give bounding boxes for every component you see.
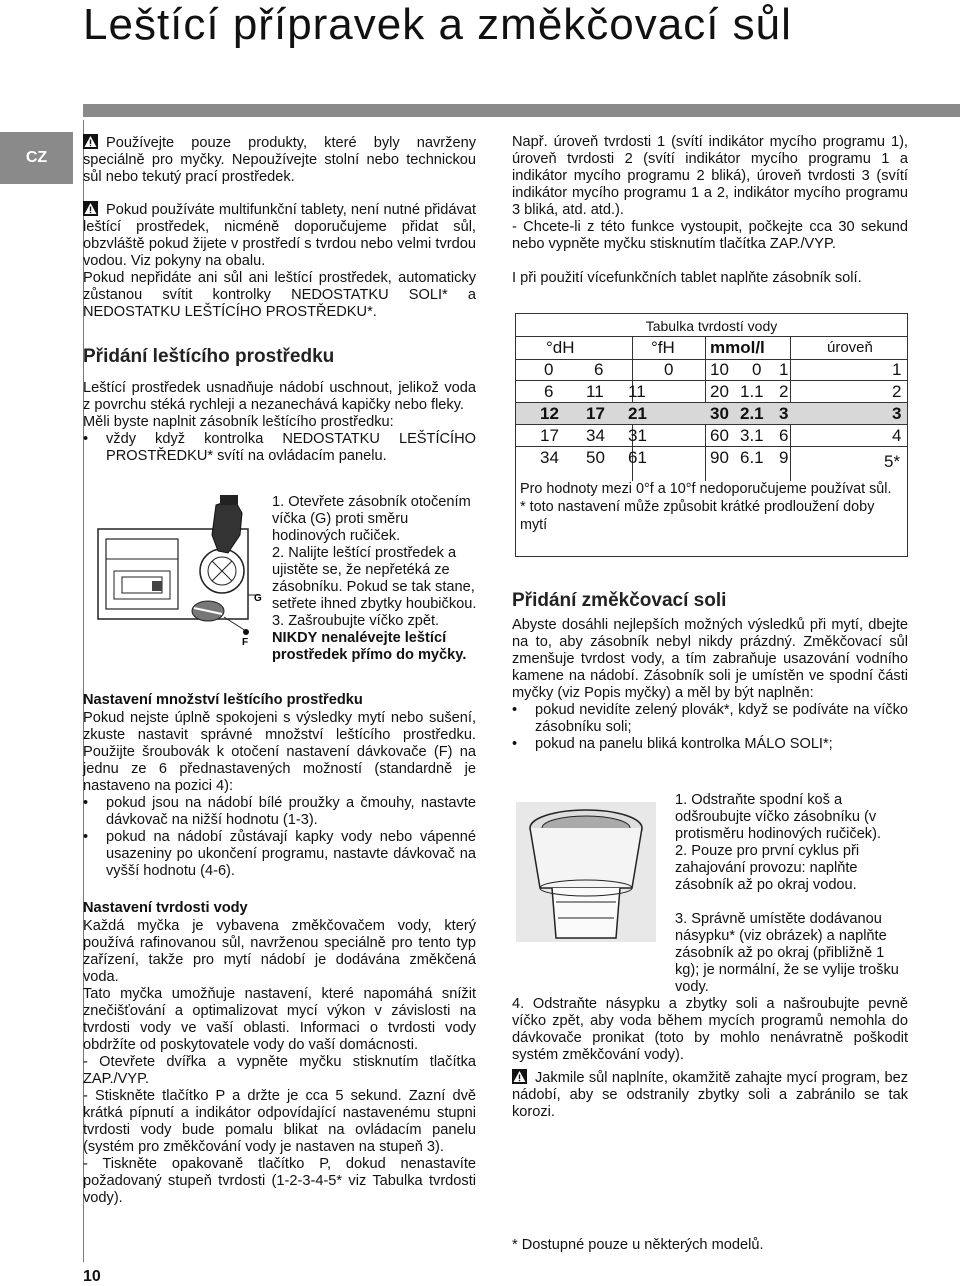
heading-rinse-aid: Přidání leštícího prostředku	[83, 346, 335, 367]
warning-icon	[83, 134, 98, 149]
step-3: 3. Zašroubujte víčko zpět.	[272, 613, 440, 629]
header-level: úroveň	[827, 339, 873, 356]
step-2: 2. Nalijte leštící prostředek a ujistěte se, že nepřetéká ze zásobníku. Pokud se tak stane, setřete ihned zbytky houbičkou.	[272, 545, 477, 612]
heading-rinse-amount: Nastavení množství leštícího prostředku	[83, 692, 363, 708]
never-warning: NIKDY nenalévejte leštící prostředek přímo do myčky.	[272, 630, 467, 663]
list-item: • pokud nevidíte zelený plovák*, když se podíváte na víčko zásobníku soli;	[512, 702, 908, 736]
step-2: 2. Pouze pro první cyklus při zahajování provozu: naplňte zásobník až po okraj vodou.	[675, 843, 860, 893]
amount-section: Pokud nejste úplně spokojeni s výsledky mytí nebo sušení, zkuste nastavit správné množství leštícího prostředku. Použijte šroubovák k otočení nastavení dávkovače (F) na jednu ze 6 přednastavených možností (standardně je nastaveno na pozici 4): • pokud jsou na nádobí bílé proužky a čmouhy, nastavte dávkovač na nižší hodnotu (1-3). • pokud na nádobí zůstávají kapky vody nebo vápenné usazeniny po ukončení programu, nastavte dávkovač na vyšší hodnotu (4-6).	[83, 710, 476, 880]
warning-multitabs: Pokud používáte multifunkční tablety, není nutné přidávat leštící prostředek, nicméně doporučujeme přidat sůl, obzvláště pokud žijete v prostředí s tvrdou nebo velmi tvrdou vodou. Viz pokyny na obalu.	[83, 202, 476, 269]
list-item: • pokud na panelu bliká kontrolka MÁLO SOLI*;	[512, 736, 908, 753]
hardness-table	[515, 313, 908, 557]
table-row: 17 34 31 60 3.1 6 4	[516, 425, 907, 447]
step-4: 4. Odstraňte násypku a zbytky soli a našroubujte pevně víčko zpět, aby voda během mycích programů nemohla do dávkovače pronikat (toto by mohlo nenávratně poškodit systém změkčování vody).	[512, 996, 908, 1063]
header-mmol: mmol/l	[710, 338, 765, 357]
rinse-steps	[272, 494, 477, 664]
heading-water-hardness: Nastavení tvrdosti vody	[83, 900, 248, 916]
salt-steps-top	[675, 792, 908, 894]
table-caption: Tabulka tvrdostí vody	[645, 318, 778, 334]
header-dh: °dH	[546, 338, 575, 357]
multitab-paragraph: I při použití vícefunkčních tablet naplňte zásobník solí.	[512, 270, 862, 286]
salt-section: Abyste dosáhli nejlepších možných výsledků při mytí, dbejte na to, aby zásobník nebyl nikdy prázdný. Změkčovací sůl zmenšuje tvrdost vody, a tím zabraňuje usazování vodního kamene na nádobí. Zásobník soli je umístěn ve spodní části myčky (viz Popis myčky) a měl by být naplněn: • pokud nevidíte zelený plovák*, když se podíváte na víčko zásobníku soli; • pokud na panelu bliká kontrolka MÁLO SOLI*;	[512, 617, 908, 753]
warning-icon	[83, 201, 98, 216]
label-g: G	[254, 593, 262, 604]
heading-salt: Přidání změkčovací soli	[512, 590, 727, 611]
rinse-bullets	[83, 431, 476, 465]
table-header	[516, 336, 907, 360]
paragraph-no-salt: Pokud nepřidáte ani sůl ani leštící prostředek, automaticky zůstanou svítit kontrolky NEDOSTATKU SOLI* a NEDOSTATKU LEŠTÍCÍHO PROSTŘEDKU*.	[83, 270, 476, 320]
list-item: • vždy když kontrolka NEDOSTATKU LEŠTÍCÍHO PROSTŘEDKU* svítí na ovládacím panelu.	[83, 431, 476, 465]
rinse-aid-dispenser-illustration	[94, 495, 266, 645]
example-paragraph: Např. úroveň tvrdosti 1 (svítí indikátor mycího programu 1), úroveň tvrdosti 2 (svítí indikátor mycího programu 1 a indikátor mycího programu 2 bliká), úroveň tvrdosti 3 (svítí indikátor mycího programu 1 a 2, indikátor mycího programu 3 bliká, atd. atd.).	[512, 134, 908, 218]
table-row: 6 11 11 20 1.1 2 2	[516, 381, 907, 403]
language-tab: CZ	[0, 132, 73, 184]
step-1: 1. Odstraňte spodní koš a odšroubujte víčko zásobníku (v protisměru hodinových ručiček).	[675, 792, 882, 842]
header-bar	[83, 104, 960, 117]
warning-products: Používejte pouze produkty, které byly navrženy speciálně pro myčky. Nepoužívejte stolní nebo technickou sůl nebo tekutý prací prostředek.	[83, 135, 476, 185]
warning-icon	[512, 1069, 527, 1084]
table-notes: Pro hodnoty mezi 0°f a 10°f nedoporučujeme používat sůl. * toto nastavení může způsobit krátké prodloužení doby mytí	[520, 481, 892, 533]
page-number: 10	[83, 1268, 101, 1285]
table-row: 34 50 61 90 6.1 9 5*	[540, 448, 901, 471]
salt-steps-bottom	[512, 911, 908, 1064]
hardness-section: Každá myčka je vybavena změkčovačem vody, který používá rafinovanou sůl, navrženou speciálně pro tento typ zařízení, takže pro mytí nádobí je dodávána změkčená voda. Tato myčka umožňuje nastavení, které napomáhá snížit znečišťování a optimalizovat mycí výkon v závislosti na tvrdosti vody ve vaší oblasti. Informaci o tvrdosti vody obdržíte od poskytovatele vody do vaší domácnosti. - Otevřete dvířka a vypněte myčku stisknutím tlačítka ZAP./VYP. - Stiskněte tlačítko P a držte je cca 5 sekund. Zazní dvě krátká pípnutí a indikátor odpovídající nastavenému stupni tvrdosti vody bude pomalu blikat na ovládacím panelu (systém pro změkčování vody je nastaven na stupeň 3). - Tiskněte opakovaně tlačítko P, dokud nenastavíte požadovaný stupeň tvrdosti (1-2-3-4-5* viz Tabulka tvrdosti vody).	[83, 918, 476, 1206]
list-item: • pokud jsou na nádobí bílé proužky a čmouhy, nastavte dávkovač na nižší hodnotu (1-3).	[83, 795, 476, 829]
table-row: 0 6 0 10 0 1 1	[516, 359, 907, 381]
header-fh: °fH	[651, 338, 675, 357]
right-intro	[512, 134, 908, 287]
table-row-highlighted: 12 17 21 30 2.1 3 3	[516, 403, 907, 425]
step-3: 3. Správně umístěte dodávanou násypku* (viz obrázek) a naplňte zásobník až po okraj (přibližně 1 kg); je normální, že se vylije trošku vody.	[675, 911, 899, 995]
label-f: F	[242, 637, 249, 645]
footnote: * Dostupné pouze u některých modelů.	[512, 1237, 764, 1253]
rinse-intro: Leštící prostředek usnadňuje nádobí uschnout, jelikož voda z povrchu stéká rychleji a nezanechává kapičky nebo fleky. Měli byste naplnit zásobník leštícího prostředku: • vždy když kontrolka NEDOSTATKU LEŠTÍCÍHO PROSTŘEDKU* svítí na ovládacím panelu.	[83, 380, 476, 465]
page-title: Leštící přípravek a změkčovací sůl	[83, 0, 792, 49]
warning-corrosion: Jakmile sůl naplníte, okamžitě zahajte mycí program, bez nádobí, aby se odstranily zbytky soli a zabránilo se tak korozi.	[512, 1070, 908, 1120]
left-intro	[83, 134, 476, 321]
exit-paragraph: - Chcete-li z této funkce vystoupit, počkejte cca 30 sekund nebo vypněte myčku stisknutím tlačítka ZAP./VYP.	[512, 219, 908, 252]
list-item: • pokud na nádobí zůstávají kapky vody nebo vápenné usazeniny po ukončení programu, nastavte dávkovač na vyšší hodnotu (4-6).	[83, 829, 476, 880]
step-1: 1. Otevřete zásobník otočením víčka (G) proti směru hodinových ručiček.	[272, 494, 471, 544]
